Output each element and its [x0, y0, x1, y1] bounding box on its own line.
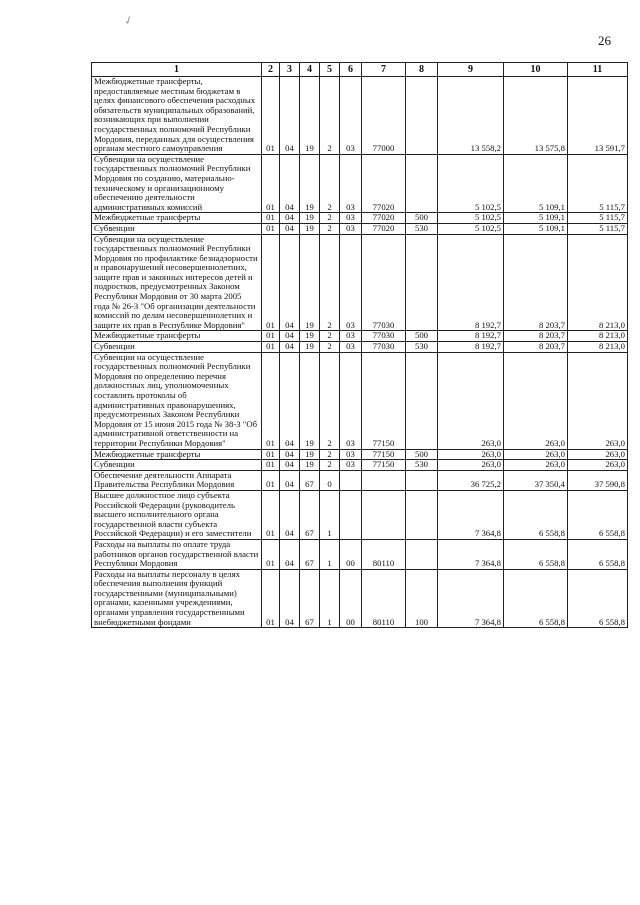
- code-cell: 04: [280, 460, 300, 471]
- code-cell: 04: [280, 234, 300, 331]
- amount-cell: 8 192,7: [438, 342, 504, 353]
- code-cell: 500: [406, 331, 438, 342]
- amount-cell: 6 558,8: [568, 569, 628, 628]
- code-cell: 19: [300, 331, 320, 342]
- code-cell: 2: [320, 449, 340, 460]
- code-cell: 03: [340, 154, 362, 213]
- amount-cell: 263,0: [568, 449, 628, 460]
- code-cell: 04: [280, 470, 300, 490]
- code-cell: [406, 234, 438, 331]
- amount-cell: 263,0: [568, 460, 628, 471]
- code-cell: 04: [280, 331, 300, 342]
- amount-cell: 8 203,7: [504, 342, 568, 353]
- code-cell: 04: [280, 490, 300, 539]
- amount-cell: 263,0: [504, 352, 568, 449]
- code-cell: [406, 470, 438, 490]
- column-header: 9: [438, 63, 504, 77]
- amount-cell: 8 213,0: [568, 331, 628, 342]
- table-row: [92, 234, 628, 331]
- code-cell: 03: [340, 213, 362, 224]
- code-cell: 19: [300, 449, 320, 460]
- code-cell: 01: [262, 234, 280, 331]
- code-cell: 0: [320, 470, 340, 490]
- code-cell: 77030: [362, 234, 406, 331]
- table-row: [92, 331, 628, 342]
- row-name: Субвенции на осуществление государственных полномочий Республики Мордовия по определению перечня должностных лиц, уполномоченных составлять протоколы об административных правонарушениях, предусмотренных Законом Республики Мордовия от 15 июня 2015 года № 38-З "Об административной ответственности на территории Республики Мордовия": [92, 352, 262, 449]
- table-row: [92, 154, 628, 213]
- code-cell: 2: [320, 331, 340, 342]
- table-row: [92, 539, 628, 569]
- code-cell: 01: [262, 223, 280, 234]
- amount-cell: 6 558,8: [504, 569, 568, 628]
- code-cell: 01: [262, 331, 280, 342]
- code-cell: 2: [320, 460, 340, 471]
- amount-cell: 8 192,7: [438, 234, 504, 331]
- code-cell: 03: [340, 331, 362, 342]
- code-cell: [406, 77, 438, 155]
- code-cell: 19: [300, 234, 320, 331]
- table-row: [92, 569, 628, 628]
- code-cell: 67: [300, 569, 320, 628]
- amount-cell: 37 590,8: [568, 470, 628, 490]
- column-header: 3: [280, 63, 300, 77]
- code-cell: 77020: [362, 223, 406, 234]
- code-cell: 19: [300, 352, 320, 449]
- amount-cell: 8 192,7: [438, 331, 504, 342]
- code-cell: 19: [300, 77, 320, 155]
- code-cell: 77020: [362, 154, 406, 213]
- code-cell: 00: [340, 569, 362, 628]
- code-cell: 2: [320, 154, 340, 213]
- row-name: Субвенции на осуществление государственных полномочий Республики Мордовия по профилактике безнадзорности и правонарушений несовершеннолетних, защите прав и законных интересов детей и подростков, предусмотренных Законом Республики Мордовия от 30 марта 2005 года № 26-З "Об организации деятельности комиссий по делам несовершеннолетних и защите их прав в Республике Мордовия": [92, 234, 262, 331]
- row-name: Субвенции на осуществление государственных полномочий Республики Мордовия по созданию, материально-техническому и организационному обеспечению деятельности административных комиссий: [92, 154, 262, 213]
- row-name: Субвенции: [92, 342, 262, 353]
- code-cell: 77020: [362, 213, 406, 224]
- column-header: 11: [568, 63, 628, 77]
- column-header: 8: [406, 63, 438, 77]
- code-cell: 530: [406, 342, 438, 353]
- code-cell: 04: [280, 352, 300, 449]
- code-cell: 1: [320, 539, 340, 569]
- table-row: [92, 470, 628, 490]
- code-cell: 77150: [362, 352, 406, 449]
- amount-cell: 5 109,1: [504, 223, 568, 234]
- code-cell: 03: [340, 234, 362, 331]
- code-cell: 80110: [362, 539, 406, 569]
- table-row: [92, 223, 628, 234]
- code-cell: [406, 490, 438, 539]
- amount-cell: 5 109,1: [504, 154, 568, 213]
- table-row: [92, 449, 628, 460]
- amount-cell: 5 102,5: [438, 213, 504, 224]
- code-cell: 77150: [362, 449, 406, 460]
- amount-cell: 6 558,8: [568, 539, 628, 569]
- amount-cell: 263,0: [438, 449, 504, 460]
- column-header: 10: [504, 63, 568, 77]
- code-cell: 01: [262, 490, 280, 539]
- code-cell: 19: [300, 213, 320, 224]
- table-row: [92, 352, 628, 449]
- amount-cell: 7 364,8: [438, 539, 504, 569]
- code-cell: [362, 490, 406, 539]
- code-cell: [406, 352, 438, 449]
- amount-cell: 7 364,8: [438, 490, 504, 539]
- amount-cell: 36 725,2: [438, 470, 504, 490]
- row-name: Расходы на выплаты по оплате труда работников органов государственной власти Республики Мордовия: [92, 539, 262, 569]
- code-cell: 530: [406, 460, 438, 471]
- column-header: 5: [320, 63, 340, 77]
- code-cell: 01: [262, 213, 280, 224]
- amount-cell: 6 558,8: [568, 490, 628, 539]
- amount-cell: 13 591,7: [568, 77, 628, 155]
- amount-cell: 13 558,2: [438, 77, 504, 155]
- table-row: [92, 77, 628, 155]
- amount-cell: 7 364,8: [438, 569, 504, 628]
- amount-cell: 8 213,0: [568, 342, 628, 353]
- table-row: [92, 213, 628, 224]
- code-cell: 03: [340, 342, 362, 353]
- code-cell: 67: [300, 470, 320, 490]
- code-cell: 03: [340, 460, 362, 471]
- row-name: Субвенции: [92, 460, 262, 471]
- code-cell: 01: [262, 77, 280, 155]
- code-cell: 01: [262, 352, 280, 449]
- amount-cell: 263,0: [568, 352, 628, 449]
- code-cell: 01: [262, 470, 280, 490]
- row-name: Расходы на выплаты персоналу в целях обеспечения выполнения функций государственными (муниципальными) органами, казенными учреждениями, органами управления государственными внебюджетными фондами: [92, 569, 262, 628]
- amount-cell: 8 203,7: [504, 331, 568, 342]
- row-name: Субвенции: [92, 223, 262, 234]
- code-cell: 77030: [362, 342, 406, 353]
- row-name: Межбюджетные трансферты: [92, 449, 262, 460]
- code-cell: [406, 154, 438, 213]
- amount-cell: 5 115,7: [568, 223, 628, 234]
- amount-cell: 263,0: [504, 460, 568, 471]
- code-cell: 2: [320, 352, 340, 449]
- amount-cell: 263,0: [438, 352, 504, 449]
- code-cell: 01: [262, 342, 280, 353]
- code-cell: 80110: [362, 569, 406, 628]
- code-cell: 03: [340, 223, 362, 234]
- amount-cell: 13 575,8: [504, 77, 568, 155]
- code-cell: 04: [280, 213, 300, 224]
- code-cell: 01: [262, 569, 280, 628]
- code-cell: 67: [300, 490, 320, 539]
- code-cell: 04: [280, 342, 300, 353]
- column-header: 1: [92, 63, 262, 77]
- code-cell: 2: [320, 234, 340, 331]
- budget-table: [91, 62, 628, 628]
- code-cell: 2: [320, 223, 340, 234]
- column-header: 2: [262, 63, 280, 77]
- column-header: 4: [300, 63, 320, 77]
- code-cell: 2: [320, 213, 340, 224]
- code-cell: [340, 470, 362, 490]
- code-cell: 2: [320, 77, 340, 155]
- code-cell: 77150: [362, 460, 406, 471]
- code-cell: 04: [280, 449, 300, 460]
- code-cell: 03: [340, 352, 362, 449]
- amount-cell: 37 350,4: [504, 470, 568, 490]
- amount-cell: 5 109,1: [504, 213, 568, 224]
- amount-cell: 263,0: [438, 460, 504, 471]
- amount-cell: 6 558,8: [504, 490, 568, 539]
- code-cell: [362, 470, 406, 490]
- code-cell: 01: [262, 539, 280, 569]
- code-cell: 2: [320, 342, 340, 353]
- code-cell: 500: [406, 449, 438, 460]
- code-cell: 1: [320, 490, 340, 539]
- code-cell: 03: [340, 77, 362, 155]
- code-cell: 00: [340, 539, 362, 569]
- code-cell: 77030: [362, 331, 406, 342]
- amount-cell: 5 102,5: [438, 154, 504, 213]
- code-cell: 01: [262, 154, 280, 213]
- code-cell: 67: [300, 539, 320, 569]
- column-header: 7: [362, 63, 406, 77]
- row-name: Высшее должностное лицо субъекта Российской Федерации (руководитель высшего исполнительного органа государственной власти субъекта Российской Федерации) и его заместители: [92, 490, 262, 539]
- table-row: [92, 342, 628, 353]
- code-cell: 04: [280, 223, 300, 234]
- code-cell: 19: [300, 460, 320, 471]
- header-row: [92, 63, 628, 77]
- code-cell: 1: [320, 569, 340, 628]
- code-cell: [340, 490, 362, 539]
- code-cell: 04: [280, 569, 300, 628]
- code-cell: 04: [280, 77, 300, 155]
- code-cell: 530: [406, 223, 438, 234]
- amount-cell: 5 115,7: [568, 154, 628, 213]
- amount-cell: 6 558,8: [504, 539, 568, 569]
- code-cell: 01: [262, 460, 280, 471]
- code-cell: 500: [406, 213, 438, 224]
- code-cell: [406, 539, 438, 569]
- amount-cell: 5 115,7: [568, 213, 628, 224]
- row-name: Межбюджетные трансферты: [92, 331, 262, 342]
- page-number: 26: [598, 33, 611, 48]
- amount-cell: 263,0: [504, 449, 568, 460]
- column-header: 6: [340, 63, 362, 77]
- code-cell: 19: [300, 342, 320, 353]
- code-cell: 03: [340, 449, 362, 460]
- amount-cell: 5 102,5: [438, 223, 504, 234]
- table-row: [92, 490, 628, 539]
- row-name: Обеспечение деятельности Аппарата Правительства Республики Мордовия: [92, 470, 262, 490]
- code-cell: 100: [406, 569, 438, 628]
- code-cell: 77000: [362, 77, 406, 155]
- code-cell: 19: [300, 223, 320, 234]
- code-cell: 04: [280, 154, 300, 213]
- code-cell: 01: [262, 449, 280, 460]
- code-cell: 19: [300, 154, 320, 213]
- row-name: Межбюджетные трансферты, предоставляемые местным бюджетам в целях финансового обеспечения расходных обязательств муниципальных образований, возникающих при выполнении государственных полномочий Республики Мордовия, переданных для осуществления органам местного самоуправления: [92, 77, 262, 155]
- row-name: Межбюджетные трансферты: [92, 213, 262, 224]
- amount-cell: 8 203,7: [504, 234, 568, 331]
- amount-cell: 8 213,0: [568, 234, 628, 331]
- code-cell: 04: [280, 539, 300, 569]
- pen-mark: ✓: [122, 13, 136, 29]
- table-row: [92, 460, 628, 471]
